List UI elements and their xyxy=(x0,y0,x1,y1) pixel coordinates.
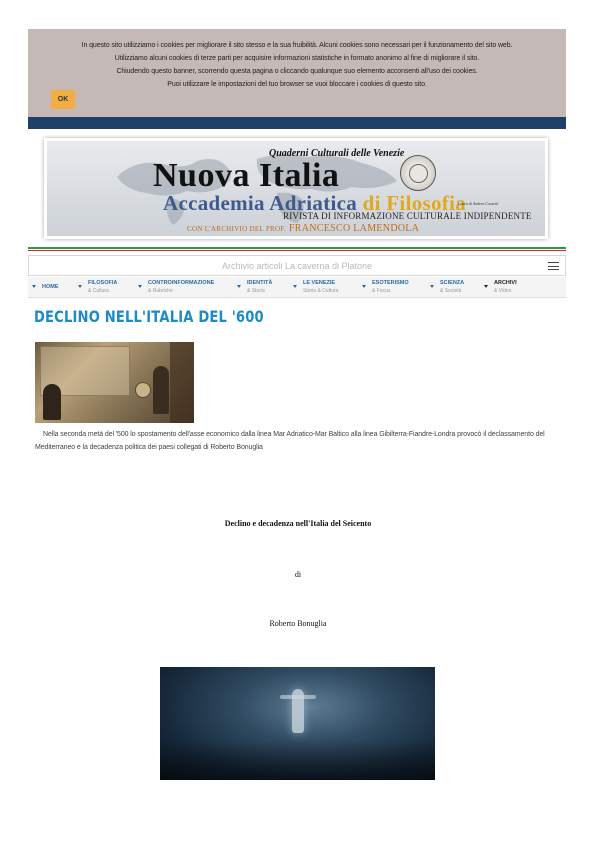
chevron-down-icon xyxy=(293,285,297,288)
article-body-by: di xyxy=(294,570,302,579)
hamburger-menu-icon[interactable] xyxy=(548,262,559,270)
nav-item-label: ARCHIVI xyxy=(494,280,517,286)
thumbnail-figure-left xyxy=(43,384,61,420)
article-main-image xyxy=(160,667,435,780)
archive-menu-label: Archivio articoli La caverna di Platone xyxy=(221,261,373,271)
cookie-text-line-2: Utilizziamo alcuni cookies di terze parti per acquisire informazioni statistiche in formato anonimo al fine di migliorare il sito. xyxy=(114,55,480,62)
academy-name-main: Accademia Adriatica xyxy=(163,191,358,215)
nav-item-label: ESOTERISMO xyxy=(372,280,409,286)
academy-name-philosophy: di Filosofia xyxy=(362,191,467,215)
cookie-text-line-1: In questo sito utilizziamo i cookies per migliorare il sito stesso e la sua fruibilità. Alcuni cookies sono necessari per il funzionamento del sito web. xyxy=(81,42,513,49)
nav-item-sublabel: & Società xyxy=(440,288,462,294)
chevron-down-icon xyxy=(32,285,36,288)
nav-item-label: SCIENZA xyxy=(440,280,465,286)
archive-menu-bar[interactable] xyxy=(28,255,566,276)
nav-item-sublabel: & Video xyxy=(494,288,512,294)
academy-seal-icon xyxy=(400,155,436,191)
thumbnail-globe xyxy=(135,382,151,398)
image-shadow xyxy=(160,740,435,780)
nav-item-label: LE VENEZIE xyxy=(303,280,336,286)
cookie-banner xyxy=(28,29,566,117)
archive-credit xyxy=(187,223,419,234)
magazine-tagline: RIVISTA DI INFORMAZIONE CULTURALE INDIPENDENTE xyxy=(283,211,532,221)
main-navigation xyxy=(28,277,566,298)
site-header-banner[interactable] xyxy=(44,138,548,239)
article-headline: DECLINO NELL'ITALIA DEL '600 xyxy=(34,307,264,326)
nav-item-label: FILOSOFIA xyxy=(88,280,118,286)
cookie-text-line-4: Puoi utilizzare le impostazioni del tuo browser se vuoi bloccare i cookies di questo sito. xyxy=(167,81,427,88)
article-excerpt: Nella seconda metà del '500 lo spostamento dell'asse economico dalla linea Mar Adriatico-Mar Baltico alla linea Gibilterra-Fiandre-Londra provocò il declassamento del Mediterraneo e la decadenza politica dei paesi collegati di Roberto Bonuglia xyxy=(35,431,545,451)
chevron-down-icon xyxy=(138,285,142,288)
nav-item-label: CONTROINFORMAZIONE xyxy=(148,280,215,286)
article-thumbnail[interactable] xyxy=(35,342,194,423)
archive-credit-prefix: CON L'ARCHIVIO DEL PROF. xyxy=(187,225,287,233)
image-figure xyxy=(292,689,304,733)
site-title: Nuova Italia xyxy=(153,157,340,194)
nav-item-sublabel: & Rubriche xyxy=(148,288,173,294)
nav-item-sublabel: & Cultura xyxy=(88,288,109,294)
nav-item-label: HOME xyxy=(42,284,59,290)
thumbnail-figure-right xyxy=(153,366,169,414)
chevron-down-icon xyxy=(237,285,241,288)
thumbnail-drape xyxy=(170,342,194,423)
nav-item-label: IDENTITÀ xyxy=(247,280,273,286)
nav-item-sublabel: & Storia xyxy=(247,288,265,294)
chevron-down-icon xyxy=(484,285,488,288)
tricolor-red-stripe xyxy=(28,250,566,252)
cookie-ok-button[interactable]: OK xyxy=(51,90,75,109)
header-image xyxy=(47,141,545,236)
archive-credit-name: FRANCESCO LAMENDOLA xyxy=(288,223,420,234)
header-subtitle: Quaderni Culturali delle Venezie xyxy=(269,148,405,159)
nav-item-sublabel: Storia & Cultura xyxy=(303,288,339,294)
top-blue-bar xyxy=(28,117,566,129)
chevron-down-icon xyxy=(362,285,366,288)
chevron-down-icon xyxy=(78,285,82,288)
cookie-text-line-3: Chiudendo questo banner, scorrendo questa pagina o cliccando qualunque suo elemento acconsenti all'uso dei cookies. xyxy=(116,68,478,75)
nav-item-sublabel: & Focus xyxy=(372,288,391,294)
curator-note: A cura di Andrea Cossetti xyxy=(457,201,499,206)
chevron-down-icon xyxy=(430,285,434,288)
article-body-author: Roberto Bonuglia xyxy=(269,619,327,628)
article-body-title: Declino e decadenza nell'Italia del Seicento xyxy=(224,519,372,528)
